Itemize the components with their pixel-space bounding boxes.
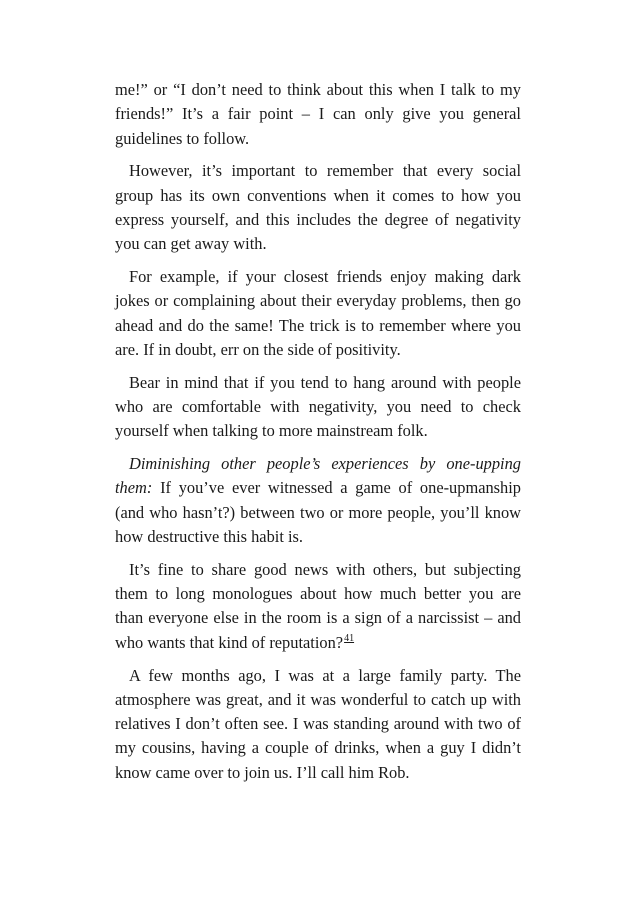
paragraph-continued: me!” or “I don’t need to think about this when I talk to my friends!” It’s a fair point – I can only give you general guidelines to follow. <box>115 80 521 148</box>
footnote-link[interactable]: 41 <box>344 633 355 645</box>
one-upping-text: If you’ve ever witnessed a game of one-upmanship (and who hasn’t?) between two or more people, you’ll know how destructive this habit is. <box>115 478 521 547</box>
paragraph-good-news <box>115 558 521 655</box>
one-upping-heading: Diminishing other people’s experiences by one-upping them: <box>115 454 521 498</box>
paragraph-example: For example, if your closest friends enjoy making dark jokes or complaining about their everyday problems, then go ahead and do the same! The trick is to remember where you are. If in doubt, err on the side of positivity. <box>115 267 521 359</box>
paragraph-family-party: A few months ago, I was at a large family party. The atmosphere was great, and it was wonderful to catch up with relatives I don’t often see. I was standing around with two of my cousins, having a couple of drinks, when a guy I didn’t know came over to join us. I’ll call him Rob. <box>115 665 521 782</box>
paragraph-social-conventions: However, it’s important to remember that every social group has its own conventions when it comes to how you express yourself, and this includes the degree of negativity you can get away with. <box>115 161 521 254</box>
good-news-text: It’s fine to share good news with others, but subjecting them to long monologues about how much better you are than everyone else in the room is a sign of a narcissist – and who wants that kind of reputation? <box>115 559 521 652</box>
body-text <box>115 78 521 785</box>
paragraph-one-upping <box>115 452 521 549</box>
paragraph-bear-in-mind: Bear in mind that if you tend to hang around with people who are comfortable with negativity, you need to check yourself when talking to more mainstream folk. <box>115 372 521 441</box>
